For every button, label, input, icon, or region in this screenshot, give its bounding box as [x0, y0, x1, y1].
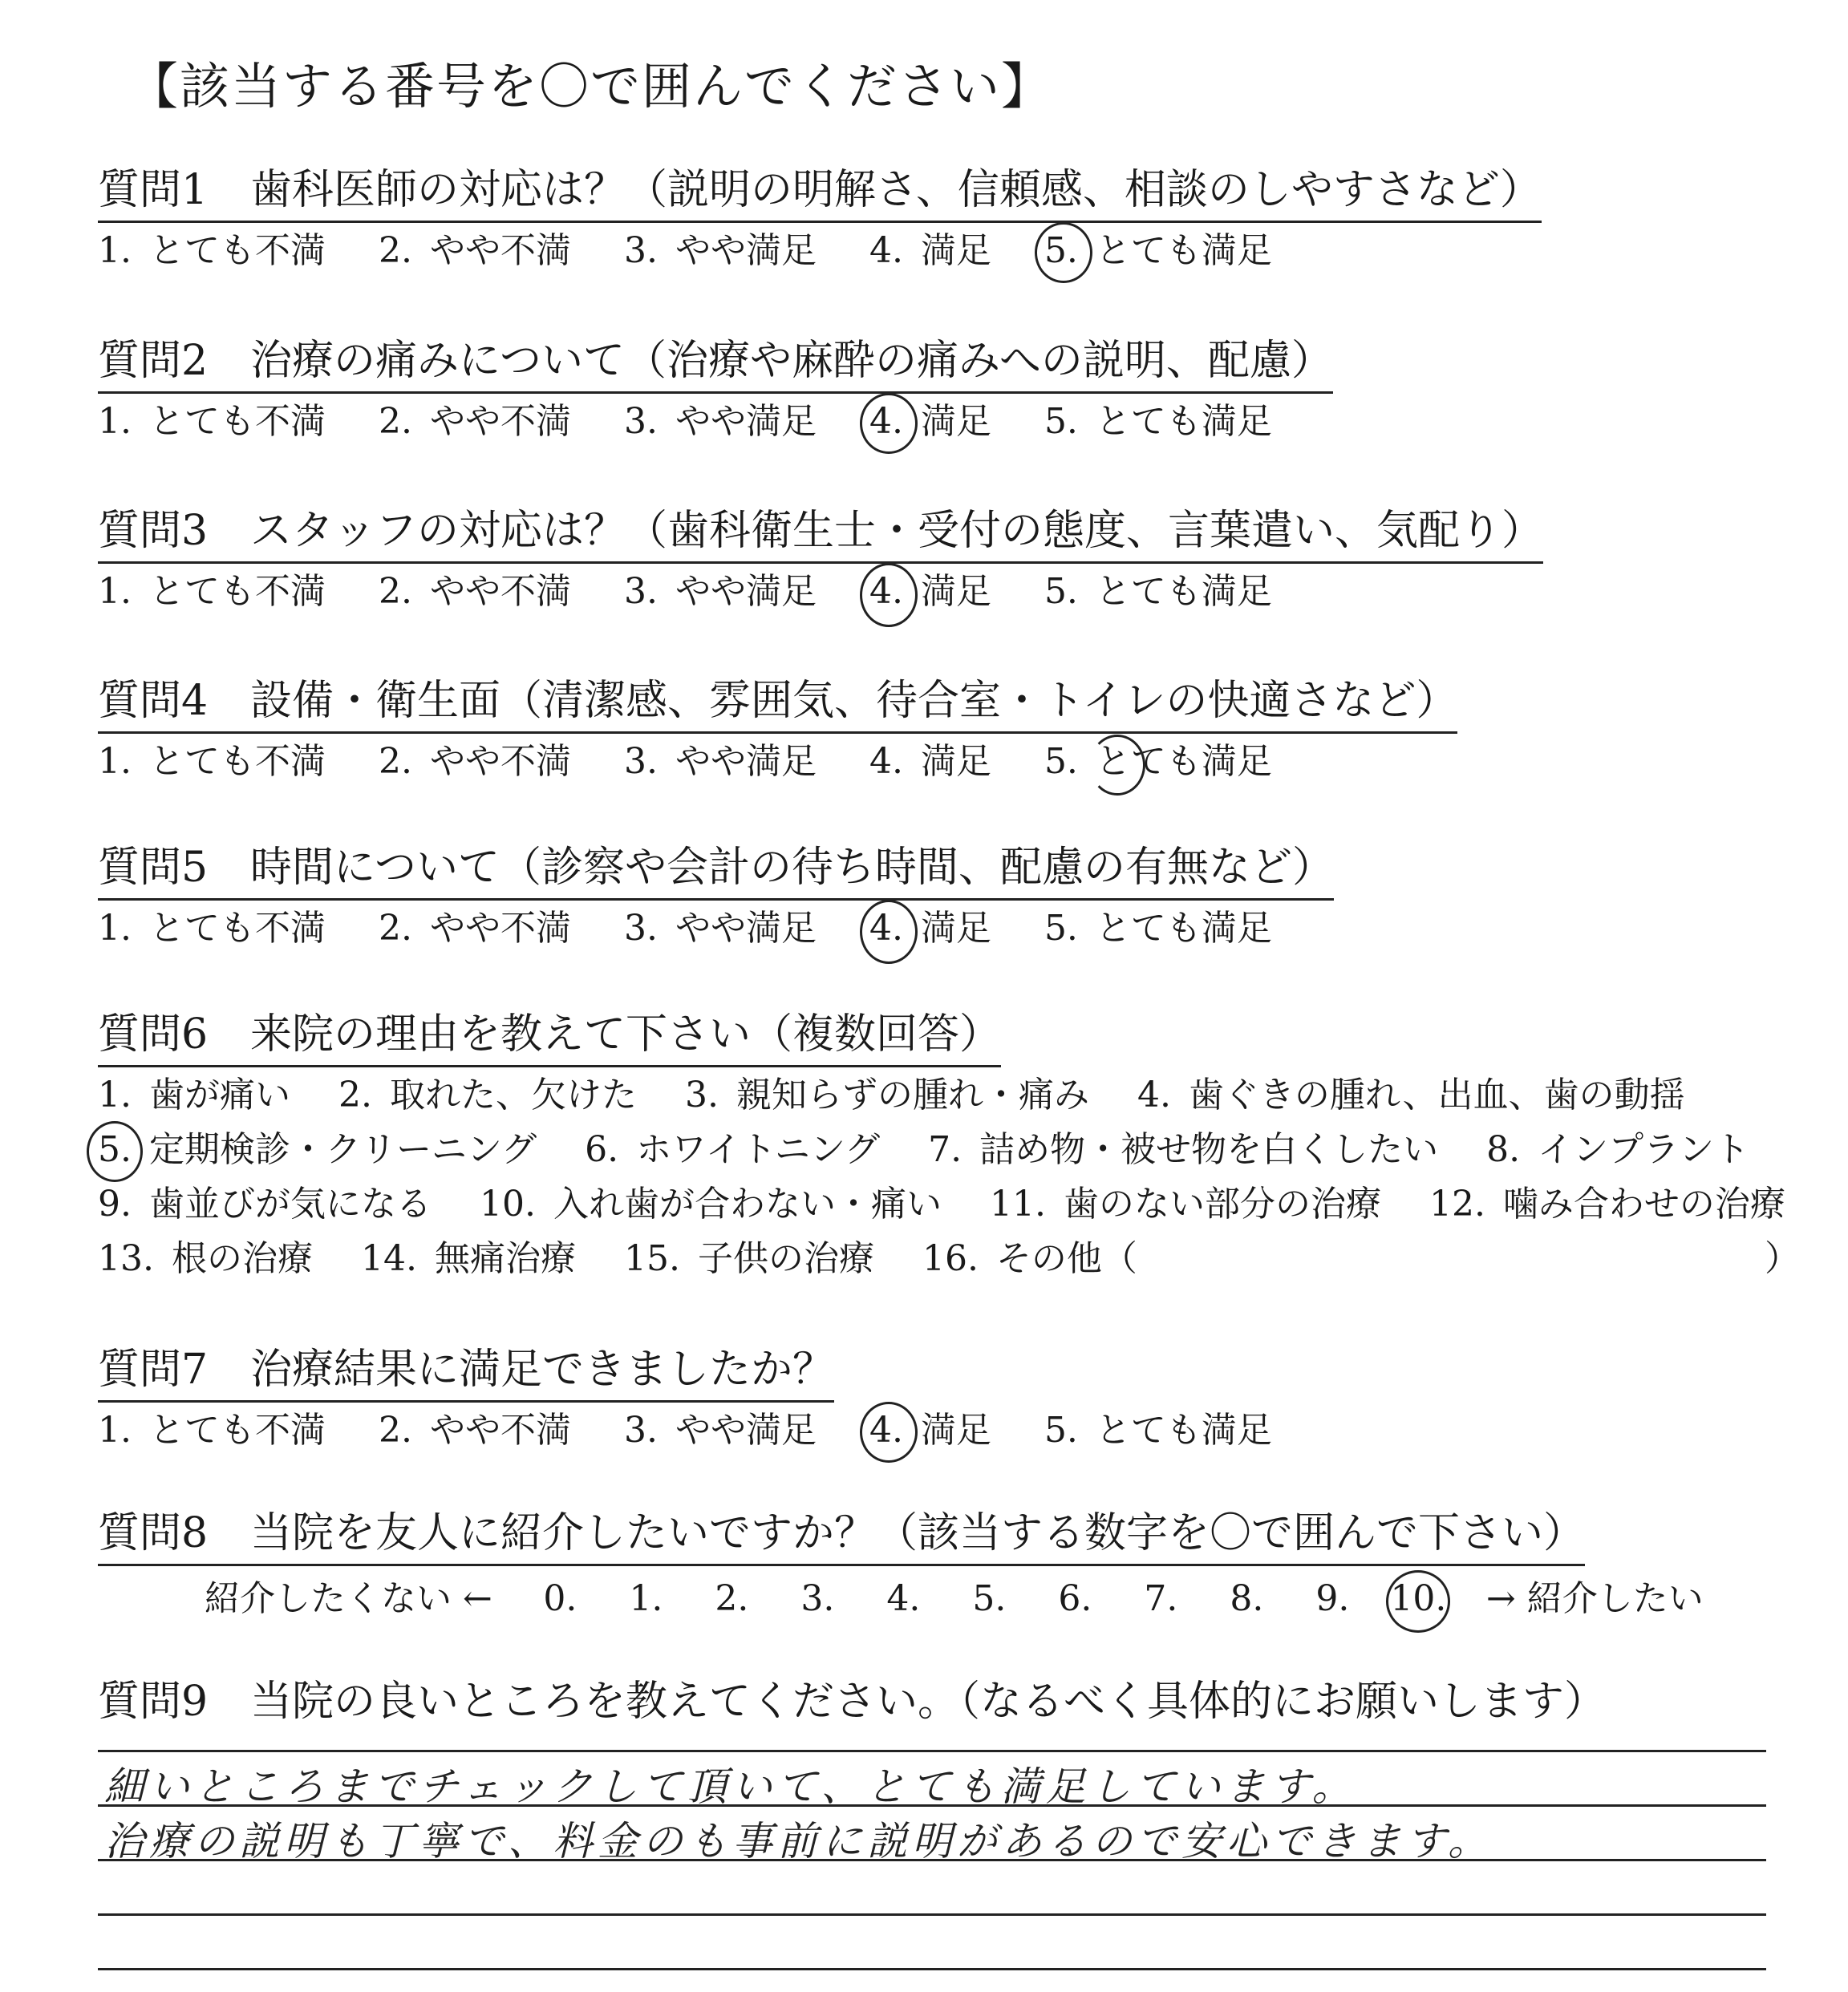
q4-option-3-number: 3.	[623, 741, 658, 782]
q6-option-13-number: 13.	[98, 1238, 154, 1279]
q5-option-4[interactable]	[869, 906, 991, 951]
question-4-number: 質問4	[98, 677, 209, 725]
q3-option-1[interactable]	[98, 569, 326, 614]
q3-option-3-number: 3.	[623, 571, 658, 612]
q2-option-2-number: 2.	[378, 401, 412, 442]
answer-line-5	[98, 1968, 1766, 1970]
q3-option-5-label: とても満足	[1095, 571, 1272, 612]
q4-option-2[interactable]	[379, 739, 571, 784]
q5-option-3[interactable]	[624, 906, 817, 951]
question-9-text: 当院の良いところを教えてください。（なるべく具体的にお願いします）	[250, 1678, 1607, 1726]
q3-option-3-label: やや満足	[675, 571, 817, 612]
q6-option-14-label: 無痛治療	[434, 1238, 576, 1279]
q3-option-5[interactable]	[1044, 569, 1272, 614]
q3-option-2-number: 2.	[378, 571, 412, 612]
question-3-number: 質問3	[98, 507, 209, 555]
recommend-scale	[205, 1577, 1704, 1622]
q6-option-11[interactable]	[990, 1182, 1381, 1227]
q6-option-10[interactable]	[480, 1182, 942, 1227]
q6-option-8[interactable]	[1486, 1128, 1749, 1172]
question-1-options	[98, 229, 1314, 273]
question-4-options	[98, 739, 1314, 784]
question-6-text: 来院の理由を教えて下さい（複数回答）	[250, 1010, 1002, 1059]
q2-option-5[interactable]	[1044, 399, 1272, 444]
q5-option-4-number: 4.	[869, 908, 903, 949]
q4-option-2-number: 2.	[378, 741, 412, 782]
q1-option-3-label: やや満足	[675, 230, 817, 271]
q7-option-5-number: 5.	[1044, 1410, 1078, 1451]
question-7-heading	[98, 1344, 834, 1403]
q2-option-5-label: とても満足	[1095, 401, 1272, 442]
q6-option-16-number: 16.	[922, 1238, 979, 1279]
q6-option-2[interactable]	[338, 1073, 637, 1118]
q6-option-10-number: 10.	[479, 1184, 536, 1225]
q7-option-4[interactable]	[869, 1408, 991, 1453]
q6-option-3-label: 親知らずの腫れ・痛み	[736, 1075, 1089, 1115]
question-7-text: 治療結果に満足できましたか？	[250, 1346, 835, 1394]
q4-option-1-label: とても不満	[148, 741, 326, 782]
question-2-heading	[98, 335, 1333, 394]
q6-option-12[interactable]	[1429, 1182, 1785, 1227]
question-2-text: 治療の痛みについて（治療や麻酔の痛みへの説明、配慮）	[250, 337, 1333, 385]
q1-option-5[interactable]	[1044, 229, 1272, 273]
question-6-heading	[98, 1009, 1001, 1067]
q6-option-9-number: 9.	[98, 1184, 132, 1225]
question-4-text: 設備・衛生面（清潔感、雰囲気、待合室・トイレの快適さなど）	[250, 677, 1458, 725]
q1-option-5-number: 5.	[1044, 230, 1078, 271]
q6-option-14[interactable]	[361, 1237, 576, 1281]
scale-7[interactable]: 7.	[1144, 1578, 1178, 1619]
q6-option-13-label: 根の治療	[171, 1238, 313, 1279]
q6-option-11-number: 11.	[989, 1184, 1046, 1225]
q5-option-3-label: やや満足	[675, 908, 817, 949]
q1-option-5-label: とても満足	[1095, 230, 1272, 271]
scale-5[interactable]: 5.	[972, 1578, 1007, 1619]
scale-3[interactable]: 3.	[800, 1578, 835, 1619]
q5-option-2-label: やや不満	[429, 908, 571, 949]
q4-option-4-label: 満足	[920, 741, 991, 782]
q4-option-1-number: 1.	[98, 741, 132, 782]
q2-option-5-number: 5.	[1044, 401, 1078, 442]
scale-1[interactable]: 1.	[629, 1578, 663, 1619]
scale-right-label: → 紹介したい	[1485, 1578, 1704, 1619]
q6-option-9-label: 歯並びが気になる	[148, 1184, 432, 1225]
handwritten-answer-1: 細いところまでチェックして頂いて、とても満足しています。	[104, 1763, 1357, 1810]
q3-option-5-number: 5.	[1044, 571, 1078, 612]
q4-option-3-label: やや満足	[675, 741, 817, 782]
q2-option-1-number: 1.	[98, 401, 132, 442]
question-1-text: 歯科医師の対応は？（説明の明解さ、信頼感、相談のしやすさなど）	[250, 166, 1542, 214]
q6-option-8-label: インプラント	[1538, 1129, 1750, 1170]
q3-option-2-label: やや不満	[429, 571, 571, 612]
scale-2[interactable]: 2.	[715, 1578, 749, 1619]
question-2-options	[98, 399, 1314, 444]
scale-left-label: 紹介したくない ←	[205, 1578, 492, 1619]
q7-option-5[interactable]	[1044, 1408, 1272, 1453]
q6-option-11-label: 歯のない部分の治療	[1063, 1184, 1381, 1225]
handwritten-answer-2: 治療の説明も丁寧で、料金のも事前に説明があるので安心できます。	[104, 1818, 1493, 1864]
q6-option-5[interactable]	[98, 1128, 537, 1172]
q2-option-4[interactable]	[869, 399, 991, 444]
q2-option-4-label: 満足	[920, 401, 991, 442]
q7-option-3-label: やや満足	[675, 1410, 817, 1451]
question-5-number: 質問5	[98, 844, 209, 892]
q1-option-1[interactable]	[98, 229, 326, 273]
q6-option-1[interactable]	[98, 1073, 290, 1118]
q2-option-3[interactable]	[624, 399, 817, 444]
q1-option-2-label: やや不満	[429, 230, 571, 271]
q1-option-4-number: 4.	[869, 230, 903, 271]
scale-6[interactable]: 6.	[1058, 1578, 1092, 1619]
question-5-options	[98, 906, 1314, 951]
q7-option-4-number: 4.	[869, 1410, 903, 1451]
scale-9[interactable]: 9.	[1315, 1578, 1350, 1619]
q4-option-2-label: やや不満	[429, 741, 571, 782]
q4-option-5-label: とても満足	[1095, 741, 1272, 782]
q4-option-1[interactable]	[98, 739, 326, 784]
q5-option-3-number: 3.	[623, 908, 658, 949]
q3-option-1-number: 1.	[98, 571, 132, 612]
q3-option-3[interactable]	[624, 569, 817, 614]
scale-0[interactable]: 0.	[543, 1578, 578, 1619]
q6-option-1-number: 1.	[98, 1075, 132, 1115]
q6-option-6-number: 6.	[585, 1129, 619, 1170]
q3-option-4-label: 満足	[920, 571, 991, 612]
q6-option-7-number: 7.	[928, 1129, 962, 1170]
q1-option-2[interactable]	[379, 229, 571, 273]
question-8-number: 質問8	[98, 1509, 209, 1557]
q6-option-14-number: 14.	[360, 1238, 417, 1279]
q3-option-4-number: 4.	[869, 571, 903, 612]
question-9-number: 質問9	[98, 1678, 209, 1726]
scale-4[interactable]: 4.	[886, 1578, 921, 1619]
q5-option-5-number: 5.	[1044, 908, 1078, 949]
question-7-options	[98, 1408, 1314, 1453]
q6-option-2-label: 取れた、欠けた	[389, 1075, 637, 1115]
q3-option-1-label: とても不満	[148, 571, 326, 612]
scale-8[interactable]: 8.	[1230, 1578, 1264, 1619]
q4-option-4[interactable]	[869, 739, 991, 784]
q6-option-7[interactable]	[928, 1128, 1438, 1172]
q1-option-3[interactable]	[624, 229, 817, 273]
q7-option-1[interactable]	[98, 1408, 326, 1453]
q2-option-4-number: 4.	[869, 401, 903, 442]
question-1-number: 質問1	[98, 166, 209, 214]
q6-option-16-label: その他（	[995, 1238, 1137, 1279]
question-7-number: 質問7	[98, 1346, 209, 1394]
q7-option-2-label: やや不満	[429, 1410, 571, 1451]
q6-option-12-label: 噛み合わせの治療	[1502, 1184, 1785, 1225]
q7-option-2-number: 2.	[378, 1410, 412, 1451]
question-2-number: 質問2	[98, 337, 209, 385]
q1-option-1-number: 1.	[98, 230, 132, 271]
question-9-heading	[98, 1676, 1606, 1732]
q1-option-1-label: とても不満	[148, 230, 326, 271]
q6-option-9[interactable]	[98, 1182, 432, 1227]
q1-option-4[interactable]	[869, 229, 991, 273]
q6-option-1-label: 歯が痛い	[148, 1075, 290, 1115]
q3-option-2[interactable]	[379, 569, 571, 614]
question-3-heading	[98, 505, 1543, 564]
q6-option-3[interactable]	[685, 1073, 1089, 1118]
q1-option-2-number: 2.	[378, 230, 412, 271]
q2-option-3-label: やや満足	[675, 401, 817, 442]
q5-option-1-label: とても不満	[148, 908, 326, 949]
q3-option-4[interactable]	[869, 569, 991, 614]
question-5-text: 時間について（診察や会計の待ち時間、配慮の有無など）	[250, 844, 1334, 892]
question-6-row-4	[98, 1237, 1174, 1281]
question-6-row-1	[98, 1073, 1722, 1118]
q4-option-5-number: 5.	[1044, 741, 1078, 782]
answer-line-4	[98, 1913, 1766, 1916]
q6-option-16[interactable]	[922, 1237, 1137, 1281]
q4-option-5[interactable]	[1044, 739, 1272, 784]
q6-other-close-paren: ）	[1765, 1238, 1800, 1279]
q2-option-1[interactable]	[98, 399, 326, 444]
q2-option-2-label: やや不満	[429, 401, 571, 442]
q2-option-3-number: 3.	[623, 401, 658, 442]
q6-option-15-number: 15.	[623, 1238, 680, 1279]
q6-option-4-label: 歯ぐきの腫れ、出血、歯の動揺	[1188, 1075, 1685, 1115]
question-8-heading	[98, 1508, 1585, 1566]
q7-option-1-number: 1.	[98, 1410, 132, 1451]
q4-option-3[interactable]	[624, 739, 817, 784]
question-8-text: 当院を友人に紹介したいですか？（該当する数字を〇で囲んで下さい）	[250, 1509, 1586, 1557]
q6-option-2-number: 2.	[338, 1075, 372, 1115]
q6-option-6[interactable]	[585, 1128, 880, 1172]
q6-option-6-label: ホワイトニング	[636, 1129, 881, 1170]
q6-option-13[interactable]	[98, 1237, 313, 1281]
question-6-row-3	[98, 1182, 1822, 1227]
q6-option-5-number: 5.	[98, 1129, 132, 1170]
q7-option-3[interactable]	[624, 1408, 817, 1453]
q6-option-12-number: 12.	[1429, 1184, 1485, 1225]
q6-option-15-label: 子供の治療	[697, 1238, 874, 1279]
question-5-heading	[98, 842, 1334, 901]
q6-option-10-label: 入れ歯が合わない・痛い	[553, 1184, 942, 1225]
q5-option-5-label: とても満足	[1095, 908, 1272, 949]
q5-option-4-label: 満足	[920, 908, 991, 949]
q7-option-1-label: とても不満	[148, 1410, 326, 1451]
q6-option-3-number: 3.	[684, 1075, 719, 1115]
q6-option-4[interactable]	[1137, 1073, 1685, 1118]
question-6-number: 質問6	[98, 1010, 209, 1059]
question-6-row-2	[98, 1128, 1786, 1172]
q1-option-3-number: 3.	[623, 230, 658, 271]
q7-option-5-label: とても満足	[1095, 1410, 1272, 1451]
page-title: 【該当する番号を〇で囲んでください】	[128, 57, 1053, 115]
q5-option-1[interactable]	[98, 906, 326, 951]
scale-10-wrap	[1381, 1577, 1456, 1622]
q5-option-5[interactable]	[1044, 906, 1272, 951]
q5-option-2-number: 2.	[378, 908, 412, 949]
q6-option-4-number: 4.	[1137, 1075, 1171, 1115]
q7-option-4-label: 満足	[920, 1410, 991, 1451]
q7-option-2[interactable]	[379, 1408, 571, 1453]
q6-option-5-label: 定期検診・クリーニング	[148, 1129, 537, 1170]
q5-option-2[interactable]	[379, 906, 571, 951]
question-1-heading	[98, 164, 1542, 223]
q4-option-4-number: 4.	[869, 741, 903, 782]
q2-option-1-label: とても不満	[148, 401, 326, 442]
q6-option-8-number: 8.	[1486, 1129, 1521, 1170]
q1-option-4-label: 満足	[920, 230, 991, 271]
q2-option-2[interactable]	[379, 399, 571, 444]
q6-option-15[interactable]	[624, 1237, 874, 1281]
q7-option-3-number: 3.	[623, 1410, 658, 1451]
q6-option-7-label: 詰め物・被せ物を白くしたい	[979, 1129, 1439, 1170]
scale-10[interactable]: 10.	[1390, 1578, 1447, 1619]
question-3-text: スタッフの対応は？（歯科衛生士・受付の態度、言葉遣い、気配り）	[250, 507, 1544, 555]
question-3-options	[98, 569, 1314, 614]
q5-option-1-number: 1.	[98, 908, 132, 949]
answer-line-1	[98, 1750, 1766, 1752]
question-4-heading	[98, 675, 1457, 734]
